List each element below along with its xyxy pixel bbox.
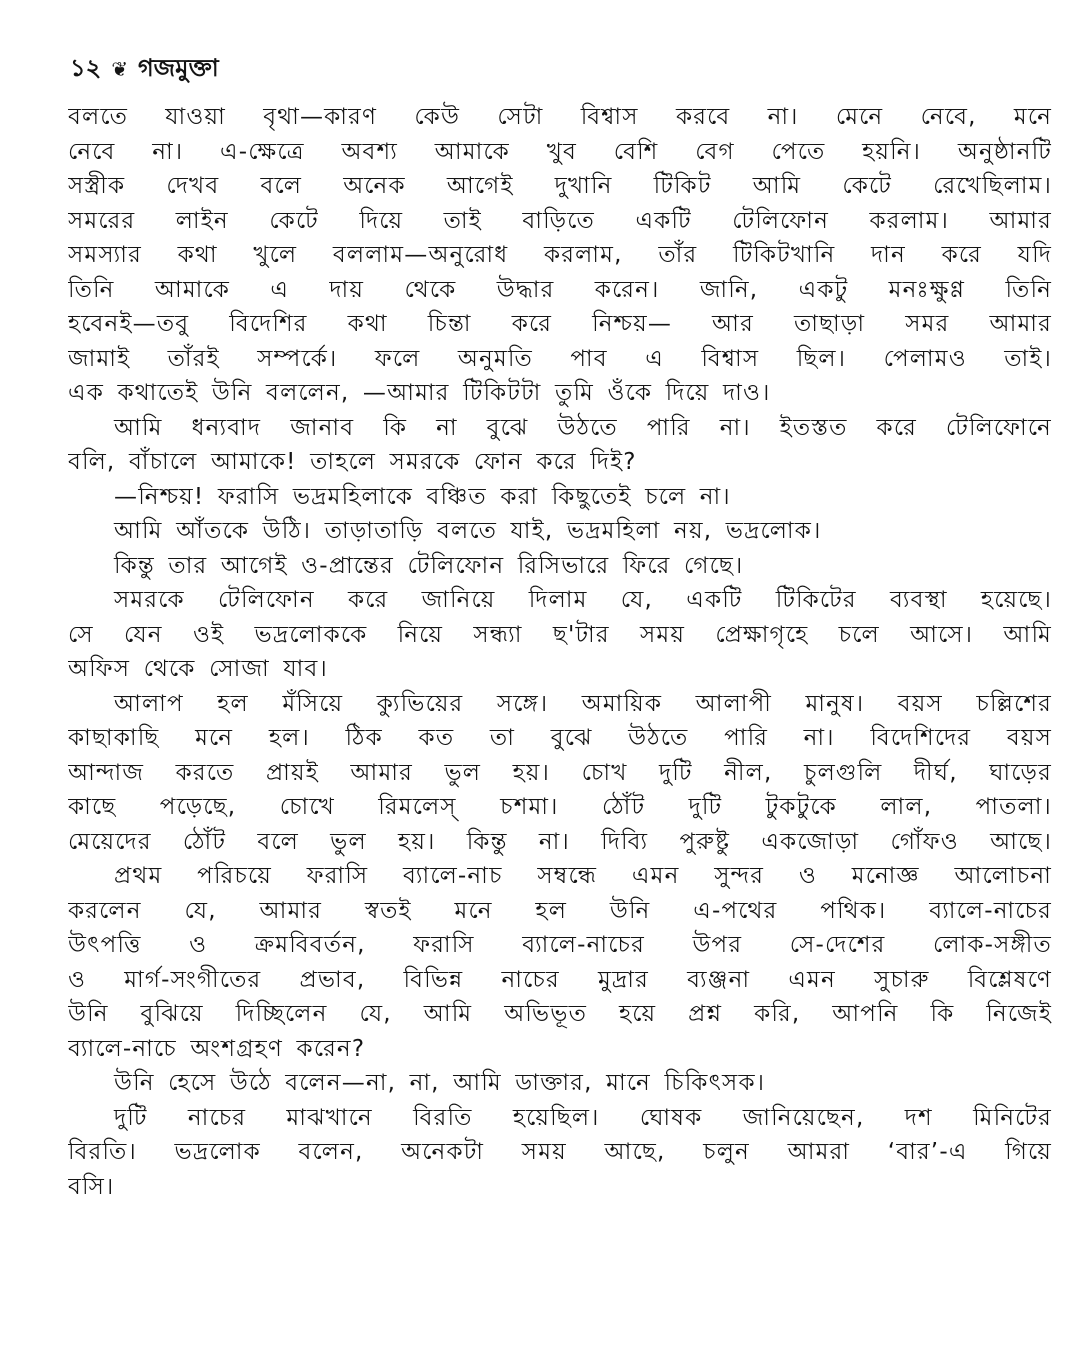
- text-line: বিরতি। ভদ্রলোক বলেন, অনেকটা সময় আছে, চলুন আমরা ‘বার’-এ গিয়ে: [68, 1139, 1052, 1165]
- text-line: বলি, বাঁচালে আমাকে! তাহলে সমরকে ফোন করে দিই?: [68, 449, 637, 475]
- book-title: গজমুক্তা: [137, 54, 219, 82]
- text-line: বসি।: [68, 1173, 115, 1200]
- text-line: কাছাকাছি মনে হল। ঠিক কত তা বুঝে উঠতে পারি না। বিদেশিদের বয়স: [68, 725, 1052, 751]
- paragraph-start-line: কিন্তু তার আগেই ও-প্রান্তের টেলিফোন রিসিভারে ফিরে গেছে।: [114, 552, 744, 579]
- text-line: ও মার্গ-সংগীতের প্রভাব, বিভিন্ন নাচের মুদ্রার ব্যঞ্জনা এমন সুচারু বিশ্লেষণে: [68, 966, 1052, 993]
- text-line: এক কথাতেই উনি বললেন, —আমার টিকিটটা তুমি ওঁকে দিয়ে দাও।: [68, 380, 771, 406]
- paragraph-start-line: উনি হেসে উঠে বলেন—না, না, আমি ডাক্তার, মানে চিকিৎসক।: [114, 1070, 766, 1096]
- text-line: তিনি আমাকে এ দায় থেকে উদ্ধার করেন। জানি, একটু মনঃক্ষুণ্ণ তিনি: [68, 276, 1052, 303]
- text-line: উৎপত্তি ও ক্রমবিবর্তন, ফরাসি ব্যালে-নাচের উপর সে-দেশের লোক-সঙ্গীত: [68, 932, 1052, 958]
- text-line: সস্ত্রীক দেখব বলে অনেক আগেই দুখানি টিকিট আমি কেটে রেখেছিলাম।: [68, 173, 1052, 199]
- text-line: মেয়েদের ঠোঁট বলে ভুল হয়। কিন্তু না। দিব্যি পুরুষ্টু একজোড়া গোঁফও আছে।: [68, 828, 1052, 855]
- text-line: জামাই তাঁরই সম্পর্কে। ফলে অনুমতি পাব এ বিশ্বাস ছিল। পেলামও তাই।: [68, 345, 1052, 372]
- text-line: হবেনই—তবু বিদেশির কথা চিন্তা করে নিশ্চয়— আর তাছাড়া সমর আমার: [68, 311, 1052, 337]
- text-line: কাছে পড়েছে, চোখে রিমলেস্ চশমা। ঠোঁট দুটি টুকটুকে লাল, পাতলা।: [68, 794, 1052, 820]
- leaf-ornament-icon: ❦: [111, 57, 128, 81]
- paragraph-start-line: আমি ধন্যবাদ জানাব কি না বুঝে উঠতে পারি না। ইতস্তত করে টেলিফোনে: [114, 414, 1052, 441]
- paragraph-start-line: প্রথম পরিচয়ে ফরাসি ব্যালে-নাচ সম্বন্ধে এমন সুন্দর ও মনোজ্ঞ আলোচনা: [114, 863, 1052, 889]
- text-line: সমস্যার কথা খুলে বললাম—অনুরোধ করলাম, তাঁর টিকিটখানি দান করে যদি: [68, 242, 1052, 268]
- text-line: উনি বুঝিয়ে দিচ্ছিলেন যে, আমি অভিভূত হয়ে প্রশ্ন করি, আপনি কি নিজেই: [68, 1001, 1052, 1027]
- running-head: [70, 52, 219, 88]
- text-line: বলতে যাওয়া বৃথা—কারণ কেউ সেটা বিশ্বাস করবে না। মেনে নেবে, মনে: [68, 104, 1052, 130]
- text-line: সে যেন ওই ভদ্রলোককে নিয়ে সন্ধ্যা ছ'টার সময় প্রেক্ষাগৃহে চলে আসে। আমি: [68, 621, 1052, 648]
- paragraph-start-line: আমি আঁতকে উঠি। তাড়াতাড়ি বলতে যাই, ভদ্রমহিলা নয়, ভদ্রলোক।: [114, 518, 822, 544]
- text-line: নেবে না। এ-ক্ষেত্রে অবশ্য আমাকে খুব বেশি বেগ পেতে হয়নি। অনুষ্ঠানটি: [68, 138, 1052, 165]
- paragraph-start-line: সমরকে টেলিফোন করে জানিয়ে দিলাম যে, একটি টিকিটের ব্যবস্থা হয়েছে।: [114, 587, 1052, 613]
- text-line: আন্দাজ করতে প্রায়ই আমার ভুল হয়। চোখ দুটি নীল, চুলগুলি দীর্ঘ, ঘাড়ের: [68, 759, 1052, 786]
- body-text: [68, 100, 1052, 1204]
- paragraph-start-line: আলাপ হল মঁসিয়ে ক্যুভিয়ের সঙ্গে। অমায়িক আলাপী মানুষ। বয়স চল্লিশের: [114, 690, 1052, 717]
- text-line: করলেন যে, আমার স্বতই মনে হল উনি এ-পথের পথিক। ব্যালে-নাচের: [68, 897, 1052, 924]
- paragraph-start-line: দুটি নাচের মাঝখানে বিরতি হয়েছিল। ঘোষক জানিয়েছেন, দশ মিনিটের: [114, 1104, 1052, 1131]
- paragraph-start-line: —নিশ্চয়! ফরাসি ভদ্রমহিলাকে বঞ্চিত করা কিছুতেই চলে না।: [114, 483, 731, 510]
- page-number: ১২: [70, 54, 102, 82]
- text-line: সমরের লাইন কেটে দিয়ে তাই বাড়িতে একটি টেলিফোন করলাম। আমার: [68, 207, 1052, 234]
- text-line: ব্যালে-নাচে অংশগ্রহণ করেন?: [68, 1035, 366, 1062]
- text-line: অফিস থেকে সোজা যাব।: [68, 656, 328, 682]
